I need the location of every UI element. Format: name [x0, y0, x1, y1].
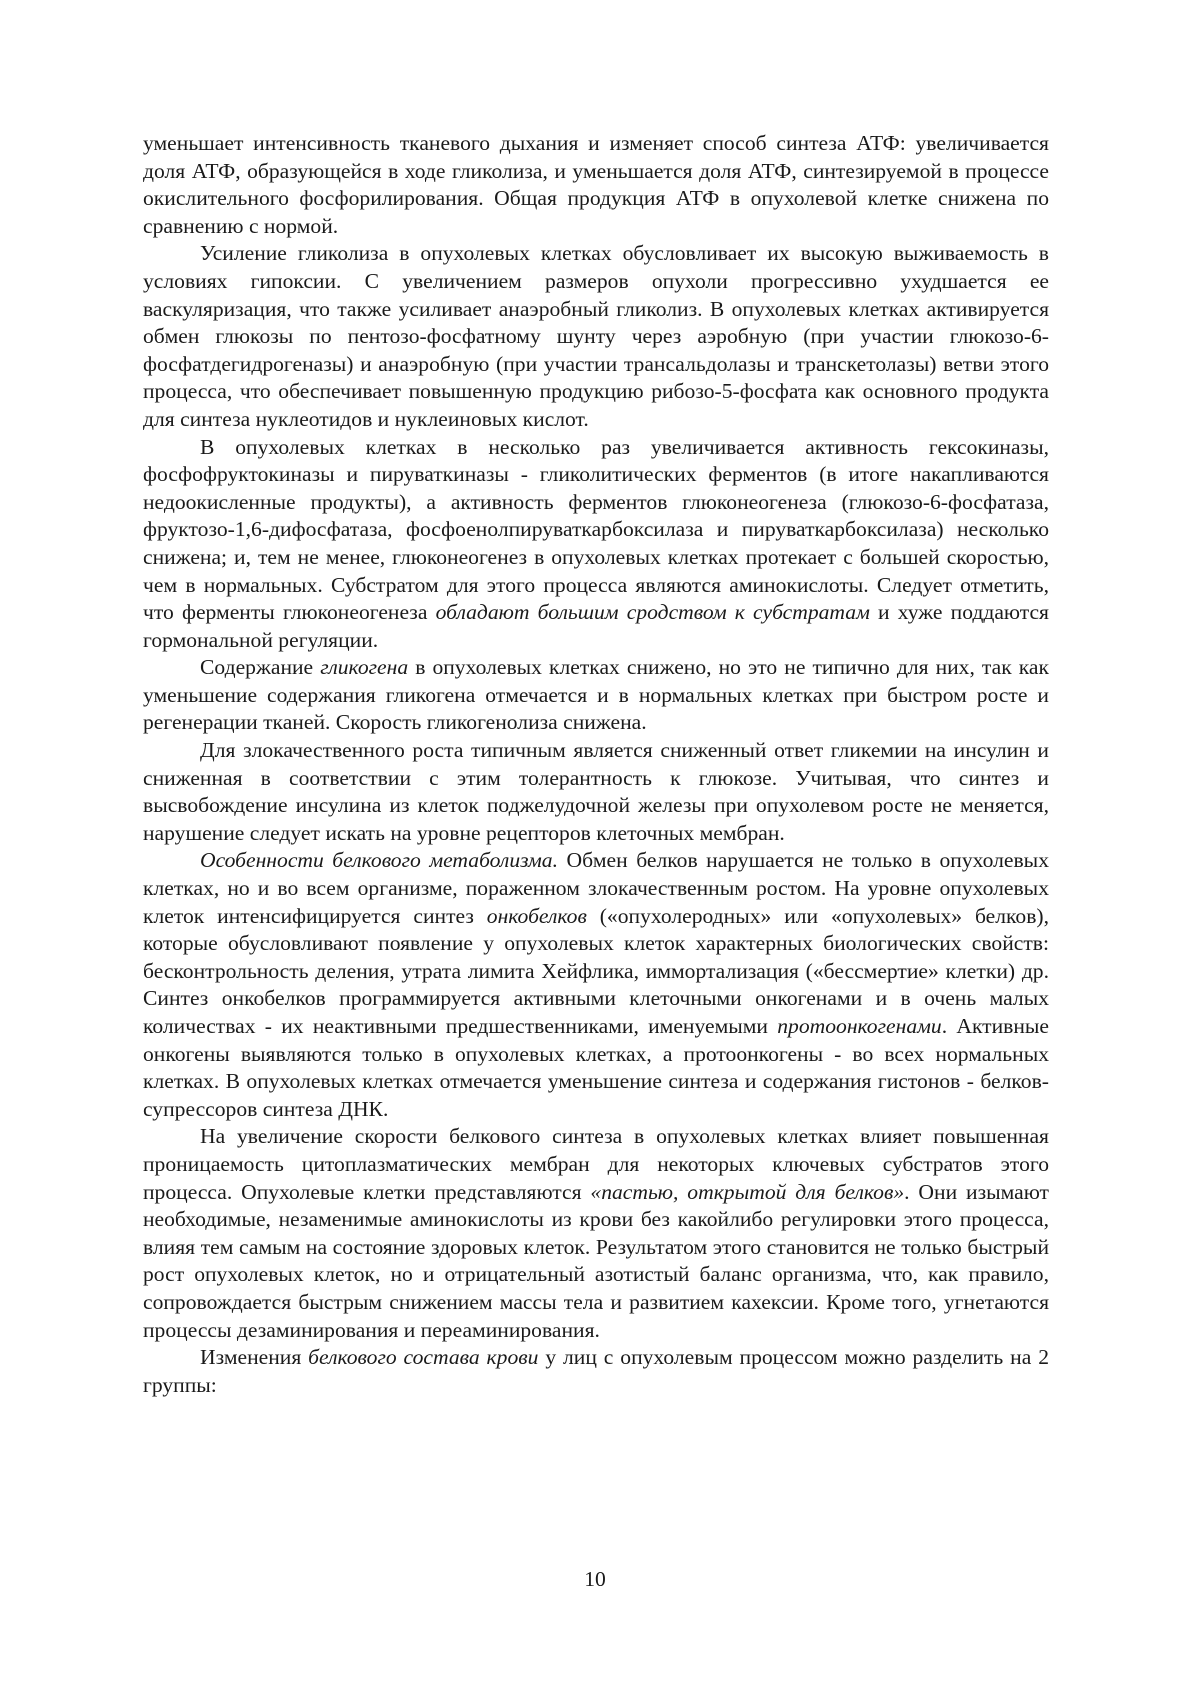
paragraph-glycogen — [143, 654, 1049, 737]
text-run: уменьшает интенсивность тканевого дыхания и изменяет способ синтеза АТФ: увеличивается доля АТФ, образующейся в ходе гликолиза, и уменьшается доля АТФ, синтезируемой в процессе окислительного фосфорилирования. Общая продукция АТФ в опухолевой клетке снижена по сравнению с нормой. — [143, 131, 1049, 238]
text-run: В опухолевых клетках в несколько раз увеличивается активность гексокиназы, фосфофруктокиназы и пируваткиназы - гликолитических ферментов (в итоге накапливаются недоокисленные продукты), а активность ферментов глюконеогенеза (глюкозо-6-фосфатаза, фруктозо-1,6-дифосфатаза, фосфоенолпируваткарбоксилаза и пируваткарбоксилаза) несколько снижена; и, тем не менее, глюконеогенез в опухолевых клетках протекает с большей скоростью, чем в нормальных. Субстратом для этого процесса являются аминокислоты. Следует отметить, что ферменты глюконеогенеза — [143, 434, 1049, 625]
italic-term: онкобелков — [486, 903, 587, 928]
text-run: . Активные онкогены выявляются только в опухолевых клетках, а протоонкогены - во всех нормальных клетках. В опухолевых клетках отмечается уменьшение синтеза и содержания гистонов - белков-супрессоров синтеза ДНК. — [143, 1014, 1049, 1121]
paragraph-protein-metabolism — [143, 847, 1049, 1123]
text-run: Обмен белков нарушается не только в опухолевых клетках, но и во всем организме, пораженном злокачественным ростом. На уровне опухолевых клеток интенсифицируется синтез — [143, 848, 1049, 928]
text-run: у лиц с опухолевым процессом можно разделить на 2 группы: — [143, 1345, 1049, 1397]
text-run: Изменения — [200, 1345, 309, 1370]
document-body — [143, 130, 1049, 1399]
text-run: Усиление гликолиза в опухолевых клетках обусловливает их высокую выживаемость в условиях гипоксии. С увеличением размеров опухоли прогрессивно ухудшается ее васкуляризация, что также усиливает анаэробный гликолиз. В опухолевых клетках активируется обмен глюкозы по пентозо-фосфатному шунту через аэробную (при участии глюкозо-6-фосфатдегидрогеназы) и анаэробную (при участии трансальдолазы и транскетолазы) ветви этого процесса, что обеспечивает повышенную продукцию рибозо-5-фосфата как основного продукта для синтеза нуклеотидов и нуклеиновых кислот. — [143, 241, 1049, 431]
paragraph-glycolytic-enzymes — [143, 434, 1049, 655]
page-number: 10 — [584, 1567, 606, 1591]
text-run: в опухолевых клетках снижено, но это не типично для них, так как уменьшение содержания гликогена отмечается и в нормальных клетках при быстром росте и регенерации тканей. Скорость гликогенолиза снижена. — [143, 655, 1049, 735]
text-run: . Они изымают необходимые, незаменимые аминокислоты из крови без какойлибо регулировки этого процесса, влияя тем самым на состояние здоровых клеток. Результатом этого становится не только быстрый рост опухолевых клеток, но и отрицательный азотистый баланс организма, что, как правило, сопровождается быстрым снижением массы тела и развитием кахексии. Кроме того, угнетаются процессы дезаминирования и переаминирования. — [143, 1179, 1049, 1342]
paragraph-blood-protein — [143, 1344, 1049, 1399]
paragraph-atp-synthesis — [143, 130, 1049, 240]
italic-term: гликогена — [320, 655, 409, 680]
italic-term: обладают большим сродством к субстратам — [435, 600, 870, 625]
text-run: («опухолеродных» или «опухолевых» белков), которые обусловливают появление у опухолевых клеток характерных биологических свойств: бесконтрольность деления, утрата лимита Хейфлика, иммортализация («бессмертие» клетки) др. Синтез онкобелков программируется активными клеточными онкогенами и в очень малых количествах - их неактивными предшественниками, именуемыми — [143, 903, 1049, 1038]
italic-term: протоонкогенами — [777, 1014, 942, 1038]
paragraph-protein-synthesis — [143, 1123, 1049, 1344]
italic-term: Особенности белкового метаболизма. — [200, 848, 558, 873]
paragraph-insulin — [143, 737, 1049, 847]
text-run: Содержание — [200, 655, 321, 680]
paragraph-glycolysis-hypoxia — [143, 240, 1049, 433]
text-run: На увеличение скорости белкового синтеза в опухолевых клетках влияет повышенная проницаемость цитоплазматических мембран для некоторых ключевых субстратов этого процесса. Опухолевые клетки представляются — [143, 1124, 1049, 1204]
italic-term: «пастью, открытой для белков» — [590, 1179, 905, 1204]
text-run: и хуже поддаются гормональной регуляции. — [143, 600, 1049, 652]
text-run: Для злокачественного роста типичным является сниженный ответ гликемии на инсулин и сниженная в соответствии с этим толерантность к глюкозе. Учитывая, что синтез и высвобождение инсулина из клеток поджелудочной железы при опухолевом росте не меняется, нарушение следует искать на уровне рецепторов клеточных мембран. — [143, 738, 1049, 845]
italic-term: белкового состава крови — [308, 1345, 539, 1370]
